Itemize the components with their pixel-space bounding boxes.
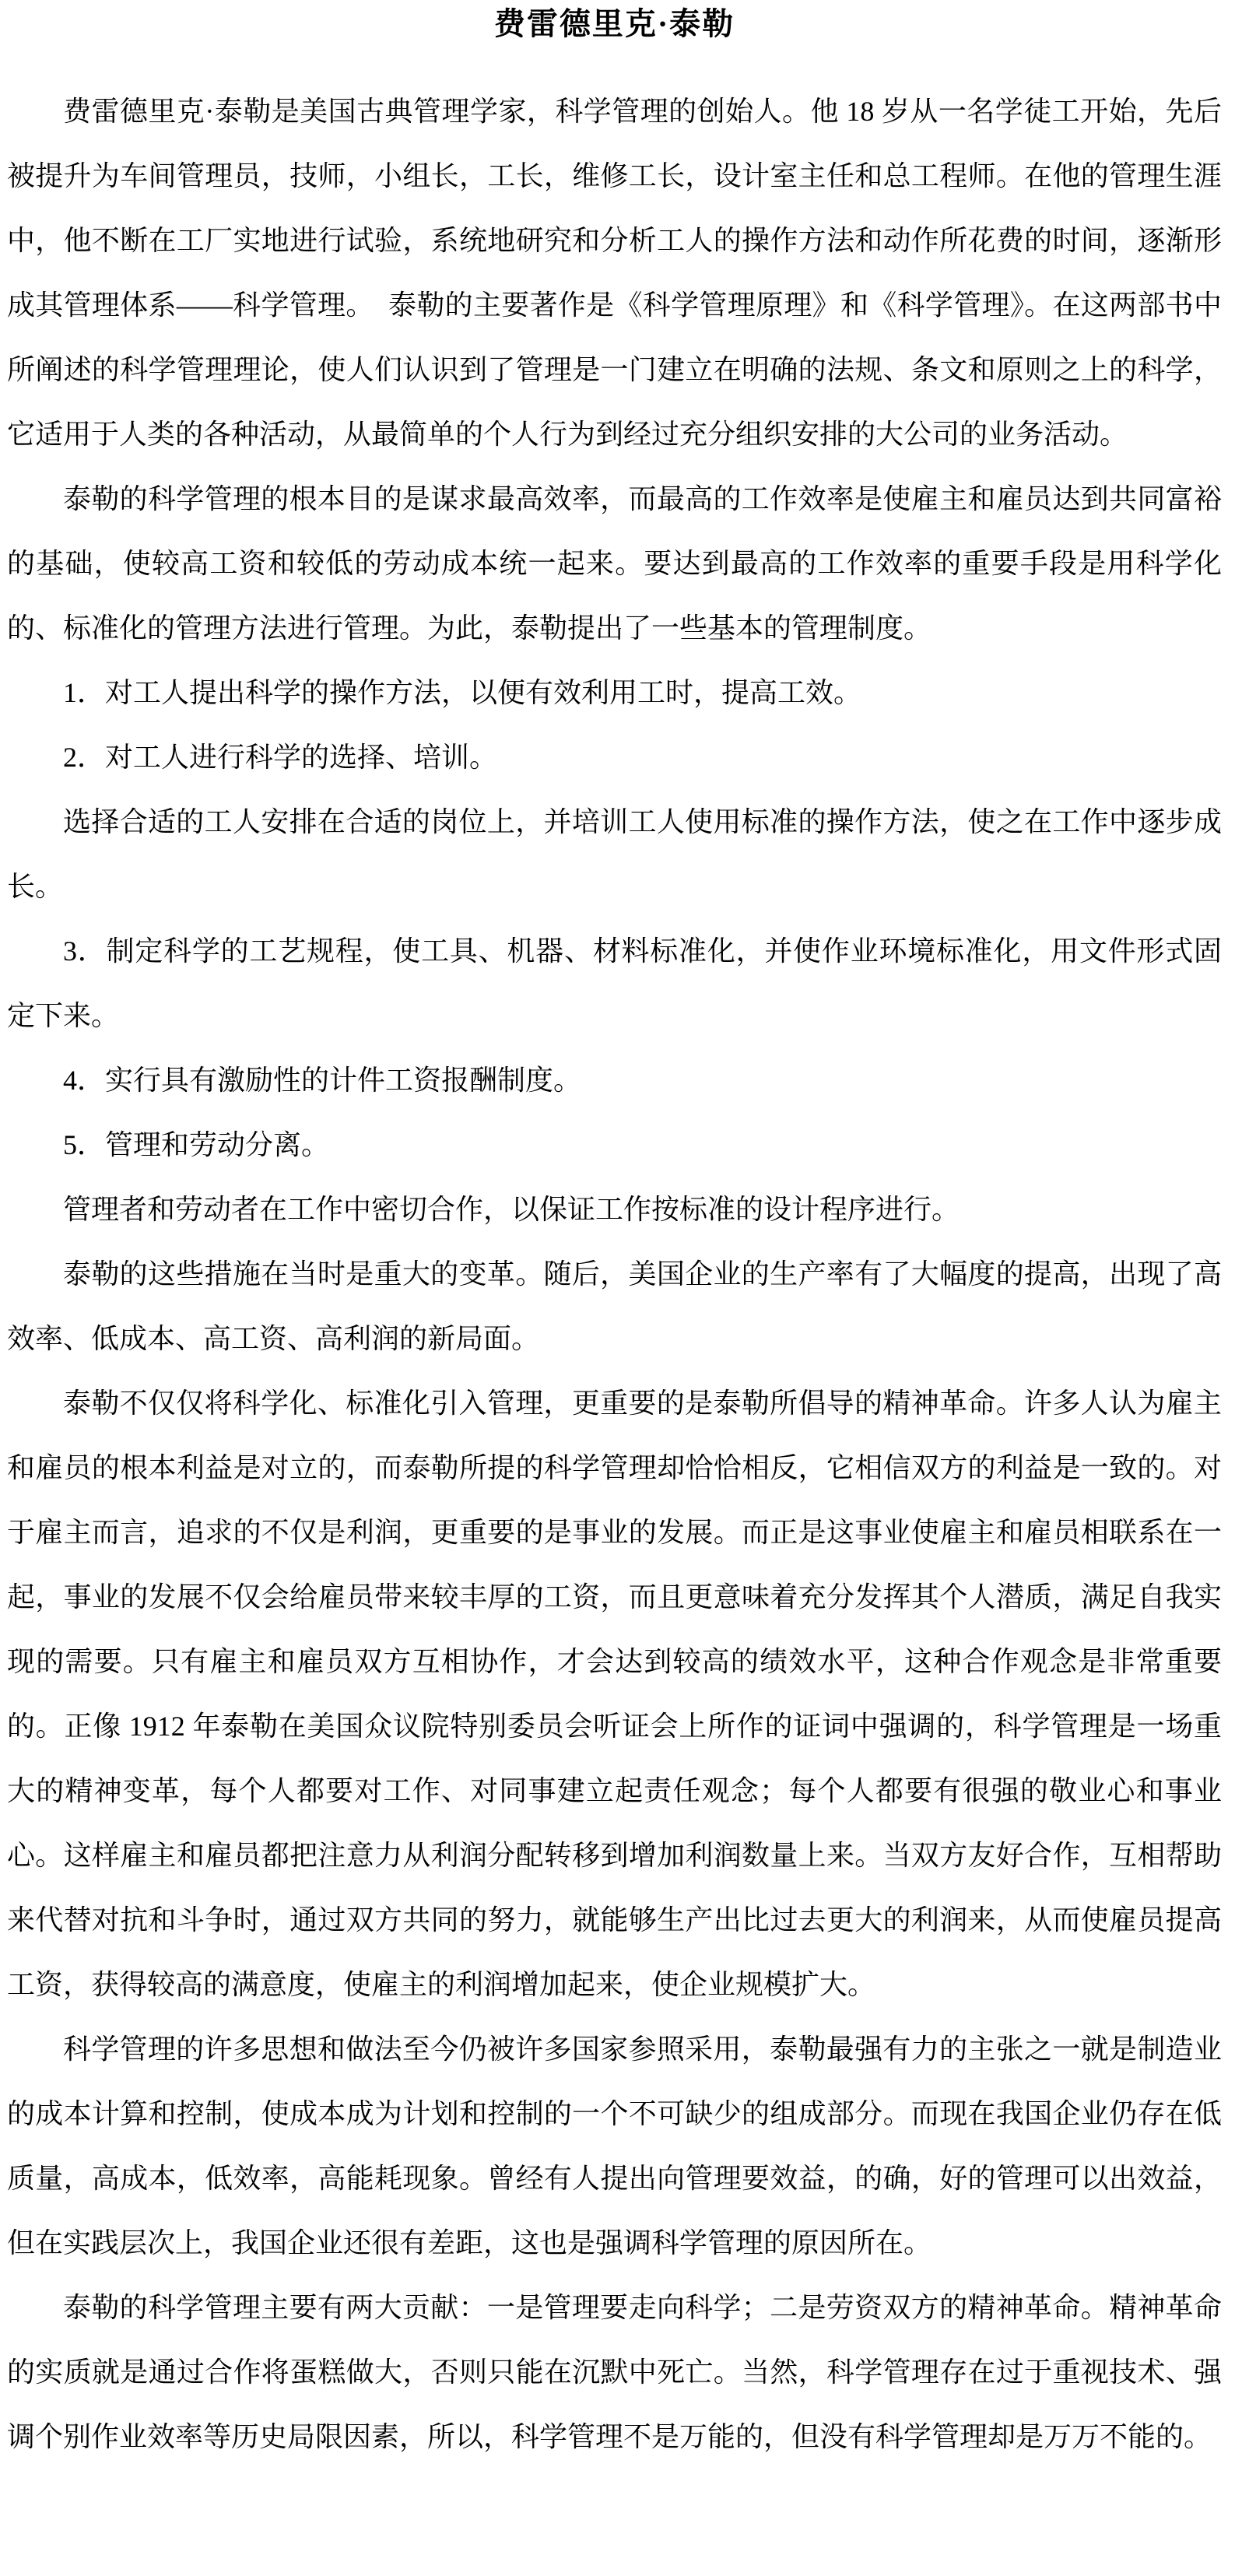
paragraph-rule-5: 5．管理和劳动分离。	[63, 1129, 330, 1160]
document-body	[7, 79, 1222, 2469]
paragraph-rule-1: 1．对工人提出科学的操作方法，以便有效利用工时，提高工效。	[63, 677, 862, 708]
paragraph-rule-2-note: 选择合适的工人安排在合适的岗位上，并培训工人使用标准的操作方法，使之在工作中逐步成长。	[7, 806, 1222, 902]
paragraph-intro: 费雷德里克·泰勒是美国古典管理学家，科学管理的创始人。他 18 岁从一名学徒工开始，先后被提升为车间管理员，技师，小组长，工长，维修工长，设计室主任和总工程师。在他的管理生涯中，他不断在工厂实地进行试验，系统地研究和分析工人的操作方法和动作所花费的时间，逐渐形成其管理体系——科学管理。 泰勒的主要著作是《科学管理原理》和《科学管理》。在这两部书中所阐述的科学管理理论，使人们认识到了管理是一门建立在明确的法规、条文和原则之上的科学，它适用于人类的各种活动，从最简单的个人行为到经过充分组织安排的大公司的业务活动。	[7, 96, 1222, 450]
paragraph-rule-2: 2．对工人进行科学的选择、培训。	[63, 742, 498, 773]
paragraph-rule-5-note: 管理者和劳动者在工作中密切合作，以保证工作按标准的设计程序进行。	[63, 1194, 960, 1225]
paragraph-conclusion: 泰勒的科学管理主要有两大贡献：一是管理要走向科学；二是劳资双方的精神革命。精神革命的实质就是通过合作将蛋糕做大，否则只能在沉默中死亡。当然，科学管理存在过于重视技术、强调个别作业效率等历史局限因素，所以，科学管理不是万能的，但没有科学管理却是万万不能的。	[7, 2292, 1222, 2452]
paragraph-goal: 泰勒的科学管理的根本目的是谋求最高效率，而最高的工作效率是使雇主和雇员达到共同富裕的基础，使较高工资和较低的劳动成本统一起来。要达到最高的工作效率的重要手段是用科学化的、标准化的管理方法进行管理。为此，泰勒提出了一些基本的管理制度。	[7, 483, 1222, 644]
paragraph-mental-revolution: 泰勒不仅仅将科学化、标准化引入管理，更重要的是泰勒所倡导的精神革命。许多人认为雇主和雇员的根本利益是对立的，而泰勒所提的科学管理却恰恰相反，它相信双方的利益是一致的。对于雇主而言，追求的不仅是利润，更重要的是事业的发展。而正是这事业使雇主和雇员相联系在一起，事业的发展不仅会给雇员带来较丰厚的工资，而且更意味着充分发挥其个人潜质，满足自我实现的需要。只有雇主和雇员双方互相协作，才会达到较高的绩效水平，这种合作观念是非常重要的。正像 1912 年泰勒在美国众议院特别委员会听证会上所作的证词中强调的，科学管理是一场重大的精神变革，每个人都要对工作、对同事建立起责任观念；每个人都要有很强的敬业心和事业心。这样雇主和雇员都把注意力从利润分配转移到增加利润数量上来。当双方友好合作，互相帮助来代替对抗和斗争时，通过双方共同的努力，就能够生产出比过去更大的利润来，从而使雇员提高工资，获得较高的满意度，使雇主的利润增加起来，使企业规模扩大。	[7, 1388, 1222, 2000]
paragraph-rule-4: 4．实行具有激励性的计件工资报酬制度。	[63, 1065, 582, 1096]
document-title: 费雷德里克·泰勒	[493, 6, 735, 41]
paragraph-rule-3: 3．制定科学的工艺规程，使工具、机器、材料标准化，并使作业环境标准化，用文件形式固定下来。	[7, 935, 1222, 1031]
paragraph-modern-relevance: 科学管理的许多思想和做法至今仍被许多国家参照采用，泰勒最强有力的主张之一就是制造业的成本计算和控制，使成本成为计划和控制的一个不可缺少的组成部分。而现在我国企业仍存在低质量，高成本，低效率，高能耗现象。曾经有人提出向管理要效益，的确，好的管理可以出效益，但在实践层次上，我国企业还很有差距，这也是强调科学管理的原因所在。	[7, 2034, 1222, 2258]
paragraph-impact: 泰勒的这些措施在当时是重大的变革。随后，美国企业的生产率有了大幅度的提高，出现了高效率、低成本、高工资、高利润的新局面。	[7, 1258, 1222, 1354]
